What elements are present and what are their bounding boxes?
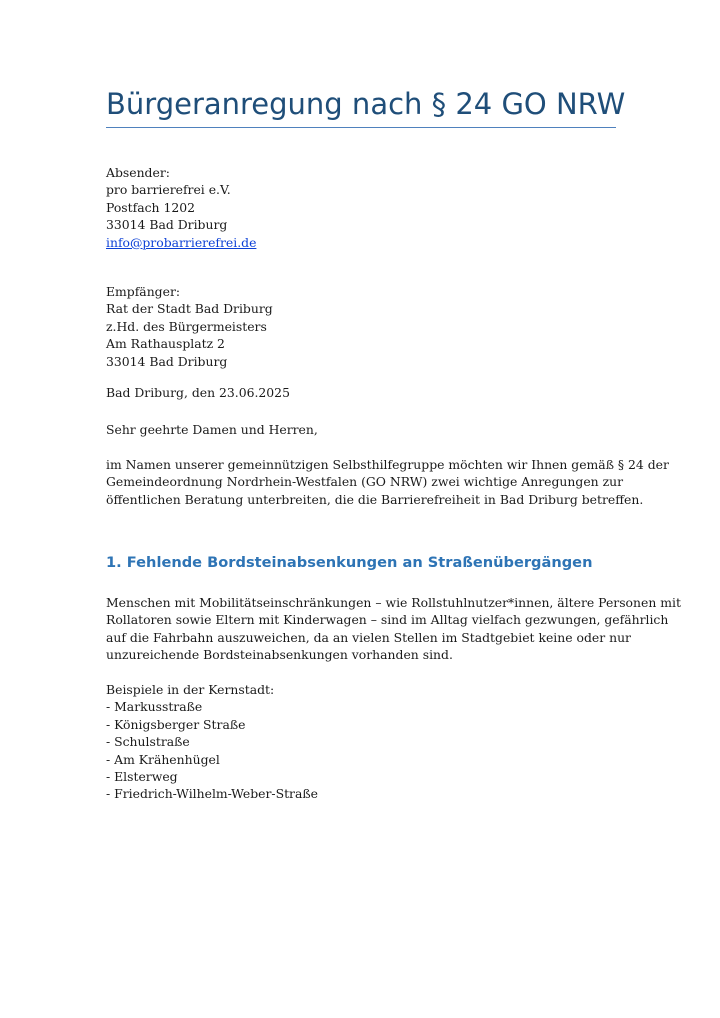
sender-label: Absender: [106,165,170,180]
recipient-street: Am Rathausplatz 2 [106,336,225,352]
recipient-city: 33014 Bad Driburg [106,353,228,369]
examples-list [106,698,318,802]
list-item: - Königsberger Straße [106,716,246,732]
section-1-heading: 1. Fehlende Bordsteinabsenkungen an Straßenübergängen [106,554,593,571]
section-1-body-line: Rollatoren sowie Eltern mit Kinderwagen – sind im Alltag vielfach gezwungen, gefährlich [106,612,669,628]
list-item: - Schulstraße [106,734,190,750]
document-title: Bürgeranregung nach § 24 GO NRW [106,87,626,121]
salutation: Sehr geehrte Damen und Herren, [106,422,318,437]
recipient-address-block [106,283,273,370]
list-item: - Markusstraße [106,699,203,715]
recipient-label: Empfänger: [106,284,181,299]
sender-email-link[interactable]: info@probarrierefrei.de [106,234,257,250]
intro-line: im Namen unserer gemeinnützigen Selbsthilfegruppe möchten wir Ihnen gemäß § 24 der [106,457,669,472]
section-1-body [106,594,681,664]
list-item: - Am Krähenhügel [106,751,220,767]
recipient-attention: z.Hd. des Bürgermeisters [106,318,267,334]
examples-block [106,681,318,803]
sender-address-block [106,164,256,251]
section-1-body-line: unzureichende Bordsteinabsenkungen vorhanden sind. [106,647,453,663]
recipient-name: Rat der Stadt Bad Driburg [106,301,273,317]
section-1-body-line: auf die Fahrbahn auszuweichen, da an vielen Stellen im Stadtgebiet keine oder nur [106,629,631,645]
sender-name: pro barrierefrei e.V. [106,182,231,198]
title-underline-rule [106,127,616,128]
list-item: - Elsterweg [106,769,178,785]
date-line: Bad Driburg, den 23.06.2025 [106,385,290,400]
intro-paragraph [106,456,669,508]
intro-line: öffentlichen Beratung unterbreiten, die die Barrierefreiheit in Bad Driburg betreffen. [106,491,644,507]
intro-line: Gemeindeordnung Nordrhein-Westfalen (GO NRW) zwei wichtige Anregungen zur [106,474,623,490]
section-1-body-line: Menschen mit Mobilitätseinschränkungen – wie Rollstuhlnutzer*innen, ältere Personen mit [106,595,681,610]
sender-po-box: Postfach 1202 [106,199,195,215]
examples-label: Beispiele in der Kernstadt: [106,682,275,697]
list-item: - Friedrich-Wilhelm-Weber-Straße [106,786,318,802]
sender-city: 33014 Bad Driburg [106,217,228,233]
